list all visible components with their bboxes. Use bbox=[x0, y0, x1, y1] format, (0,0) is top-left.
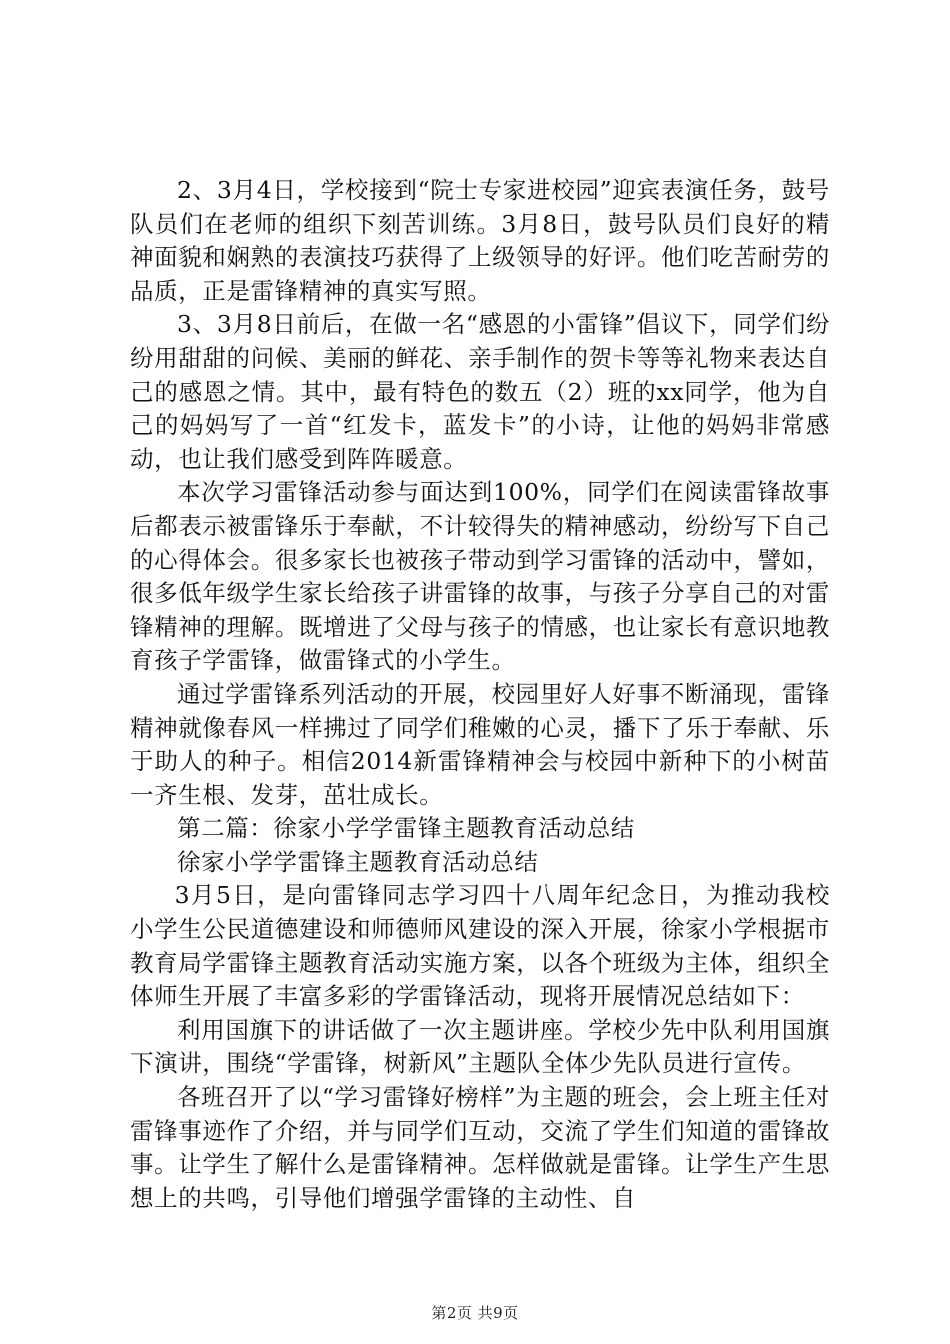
page-number: 第2页 共9页 bbox=[431, 1304, 519, 1322]
section-title: 徐家小学学雷锋主题教育活动总结 bbox=[177, 847, 539, 876]
paragraph-commemoration: 3月5日，是向雷锋同志学习四十八周年纪念日，为推动我校小学生公民道德建设和师德师风建设的深入开展，徐家小学根据市教育局学雷锋主题教育活动实施方案，以各个班级为主体，组织全体师生开展了丰富多彩的学雷锋活动，现将开展情况总结如下： bbox=[130, 881, 830, 1011]
paragraph-flag-speech: 利用国旗下的讲话做了一次主题讲座。学校少先中队利用国旗下演讲，围绕“学雷锋，树新风”主题队全体少先队员进行宣传。 bbox=[130, 1015, 830, 1078]
paragraph-campus-spirit: 通过学雷锋系列活动的开展，校园里好人好事不断涌现，雷锋精神就像春风一样拂过了同学们稚嫩的心灵，播下了乐于奉献、乐于助人的种子。相信2014新雷锋精神会与校园中新种下的小树苗一齐生根、发芽，茁壮成长。 bbox=[130, 679, 830, 809]
document-body bbox=[130, 174, 830, 1215]
paragraph-class-meeting: 各班召开了以“学习雷锋好榜样”为主题的班会，会上班主任对雷锋事迹作了介绍，并与同学们互动，交流了学生们知道的雷锋故事。让学生了解什么是雷锋精神。怎样做就是雷锋。让学生产生思想上的共鸣，引导他们增强学雷锋的主动性、自 bbox=[130, 1083, 830, 1212]
paragraph-participation: 本次学习雷锋活动参与面达到100%，同学们在阅读雷锋故事后都表示被雷锋乐于奉献，不计较得失的精神感动，纷纷写下自己的心得体会。很多家长也被孩子带动到学习雷锋的活动中，譬如，很多低年级学生家长给孩子讲雷锋的故事，与孩子分享自己的对雷锋精神的理解。既增进了父母与孩子的情感，也让家长有意识地教育孩子学雷锋，做雷锋式的小学生。 bbox=[130, 478, 830, 675]
paragraph-gratitude: 3、3月8日前后，在做一名“感恩的小雷锋”倡议下，同学们纷纷用甜甜的问候、美丽的鲜花、亲手制作的贺卡等等礼物来表达自己的感恩之情。其中，最有特色的数五（2）班的xx同学，他为自己的妈妈写了一首“红发卡，蓝发卡”的小诗，让他的妈妈非常感动，也让我们感受到阵阵暖意。 bbox=[130, 310, 830, 473]
paragraph-drum-team: 2、3月4日，学校接到“院士专家进校园”迎宾表演任务，鼓号队员们在老师的组织下刻苦训练。3月8日，鼓号队员们良好的精神面貌和娴熟的表演技巧获得了上级领导的好评。他们吃苦耐劳的品质，正是雷锋精神的真实写照。 bbox=[130, 176, 830, 305]
section-heading: 第二篇：徐家小学学雷锋主题教育活动总结 bbox=[177, 814, 635, 843]
